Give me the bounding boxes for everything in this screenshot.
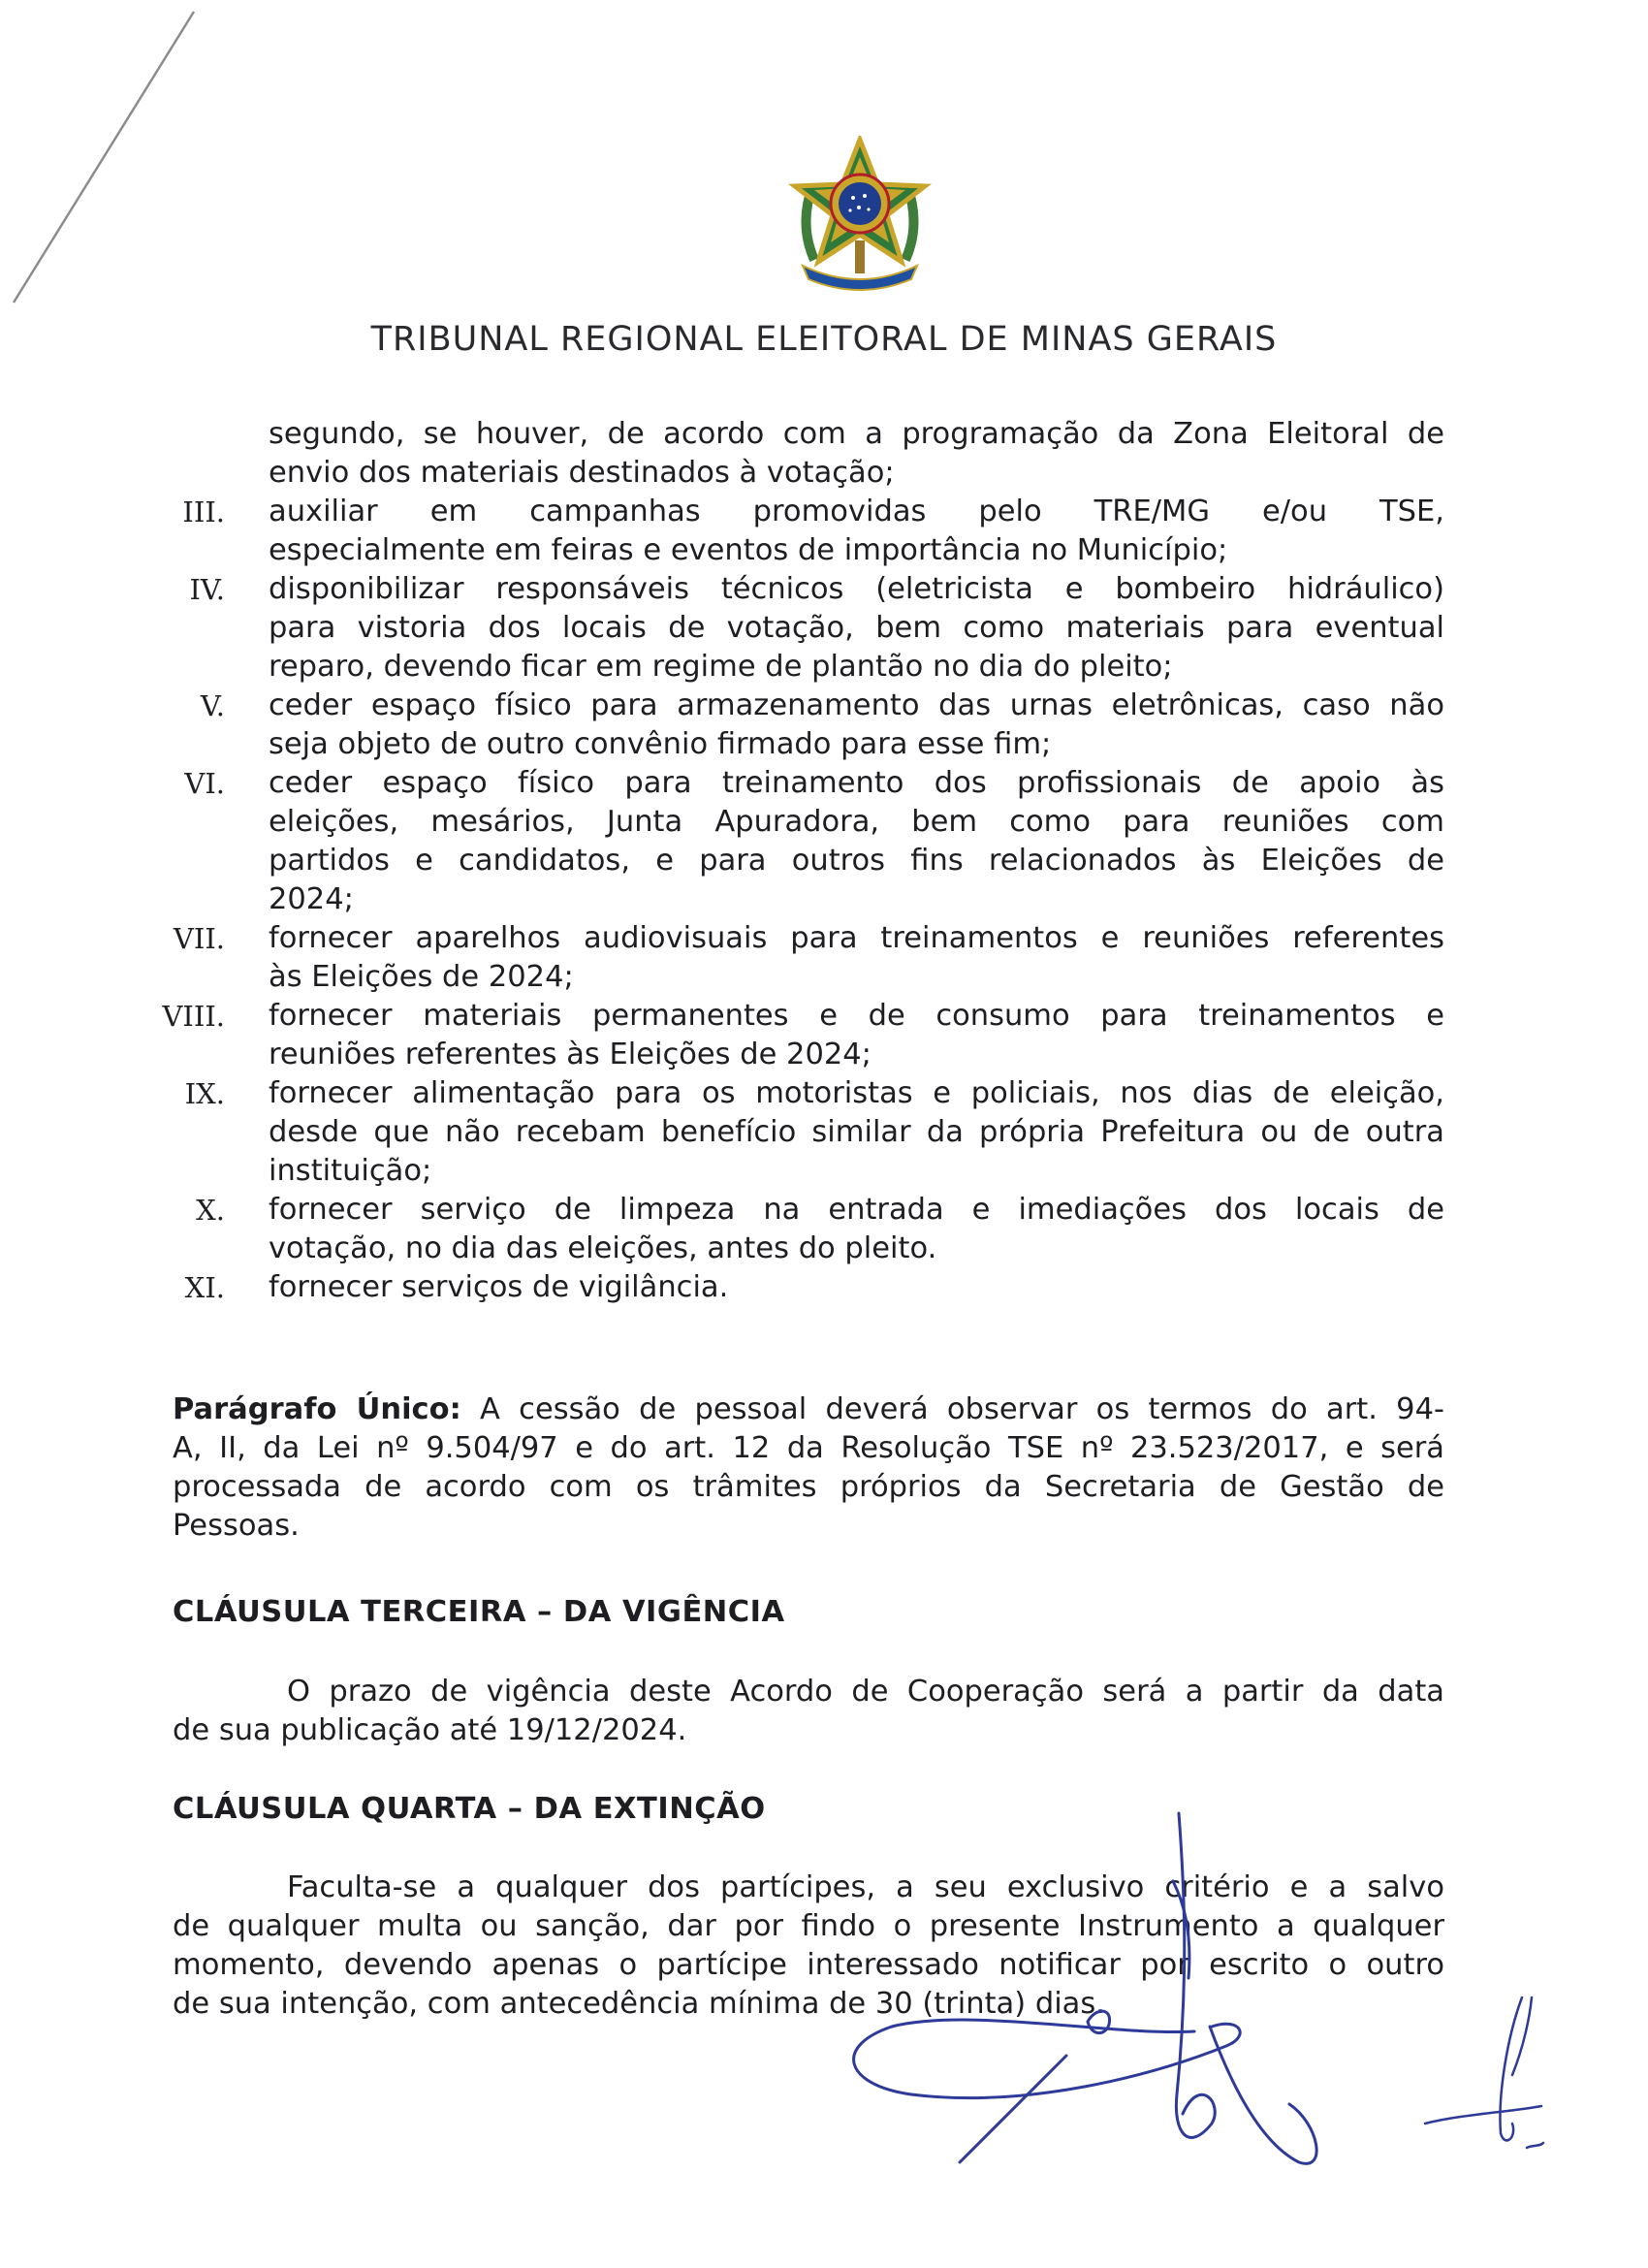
item-line: votação, no dia das eleições, antes do pleito. <box>269 1231 937 1265</box>
item-numeral: VIII. <box>162 1000 225 1033</box>
item-line: reparo, devendo ficar em regime de plantão no dia do pleito; <box>269 650 1173 684</box>
item-line: disponibilizar responsáveis técnicos (eletricista e bombeiro hidráulico) <box>269 572 1444 606</box>
item-line: seja objeto de outro convênio firmado para esse fim; <box>269 727 1052 761</box>
clausula-quarta-line: momento, devendo apenas o partícipe interessado notificar por escrito o outro <box>173 1948 1444 1982</box>
item-line: 2024; <box>269 882 354 916</box>
item-line: fornecer serviço de limpeza na entrada e imediações dos locais de <box>269 1193 1444 1227</box>
list-continuation-line: segundo, se houver, de acordo com a programação da Zona Eleitoral de <box>269 417 1444 451</box>
clausula-terceira-line: de sua publicação até 19/12/2024. <box>173 1713 687 1747</box>
item-numeral: III. <box>182 495 225 528</box>
item-numeral: XI. <box>184 1271 225 1304</box>
item-numeral: IX. <box>184 1077 225 1110</box>
item-line: ceder espaço físico para treinamento dos profissionais de apoio às <box>269 766 1444 800</box>
item-line: fornecer materiais permanentes e de consumo para treinamentos e <box>269 999 1444 1033</box>
clausula-quarta-line: Faculta-se a qualquer dos partícipes, a seu exclusivo critério e a salvo <box>287 1870 1444 1904</box>
item-numeral: V. <box>200 689 225 722</box>
paragrafo-unico-line: A, II, da Lei nº 9.504/97 e do art. 12 da Resolução TSE nº 23.523/2017, e será <box>173 1431 1444 1465</box>
item-numeral: IV. <box>189 573 225 606</box>
clausula-quarta-title: CLÁUSULA QUARTA – DA EXTINÇÃO <box>173 1792 766 1826</box>
clausula-terceira-title: CLÁUSULA TERCEIRA – DA VIGÊNCIA <box>173 1595 785 1629</box>
list-continuation-line: envio dos materiais destinados à votação; <box>269 456 895 490</box>
item-numeral: X. <box>196 1194 225 1227</box>
clausula-quarta-line: de sua intenção, com antecedência mínima de 30 (trinta) dias. <box>173 1987 1105 2021</box>
item-line: partidos e candidatos, e para outros fins relacionados às Eleições de <box>269 844 1444 878</box>
item-line: fornecer alimentação para os motoristas e policiais, nos dias de eleição, <box>269 1076 1444 1110</box>
item-line: instituição; <box>269 1154 432 1188</box>
paragrafo-unico-line: processada de acordo com os trâmites próprios da Secretaria de Gestão de <box>173 1470 1444 1504</box>
paragrafo-unico-text: A cessão de pessoal deverá observar os termos do art. 94- <box>460 1392 1444 1426</box>
organization-header: TRIBUNAL REGIONAL ELEITORAL DE MINAS GERAIS <box>370 320 1278 359</box>
item-line: eleições, mesários, Junta Apuradora, bem como para reuniões com <box>269 805 1444 839</box>
item-numeral: VII. <box>173 922 225 955</box>
item-line: desde que não recebam benefício similar da própria Prefeitura ou de outra <box>269 1115 1444 1149</box>
item-line: especialmente em feiras e eventos de importância no Município; <box>269 533 1228 567</box>
item-line: auxiliar em campanhas promovidas pelo TRE/MG e/ou TSE, <box>269 495 1444 528</box>
item-line: para vistoria dos locais de votação, bem como materiais para eventual <box>269 611 1444 645</box>
item-line: fornecer aparelhos audiovisuais para treinamentos e reuniões referentes <box>269 921 1444 955</box>
item-line: ceder espaço físico para armazenamento das urnas eletrônicas, caso não <box>269 688 1444 722</box>
item-line: fornecer serviços de vigilância. <box>269 1270 729 1304</box>
clausula-quarta-line: de qualquer multa ou sanção, dar por findo o presente Instrumento a qualquer <box>173 1909 1444 1943</box>
paragrafo-unico-label: Parágrafo Único: <box>173 1392 461 1426</box>
clausula-terceira-line: O prazo de vigência deste Acordo de Cooperação será a partir da data <box>287 1675 1444 1709</box>
item-numeral: VI. <box>184 767 225 800</box>
paragrafo-unico-line: Pessoas. <box>173 1509 300 1543</box>
item-line: reuniões referentes às Eleições de 2024; <box>269 1038 872 1071</box>
item-line: às Eleições de 2024; <box>269 960 574 994</box>
